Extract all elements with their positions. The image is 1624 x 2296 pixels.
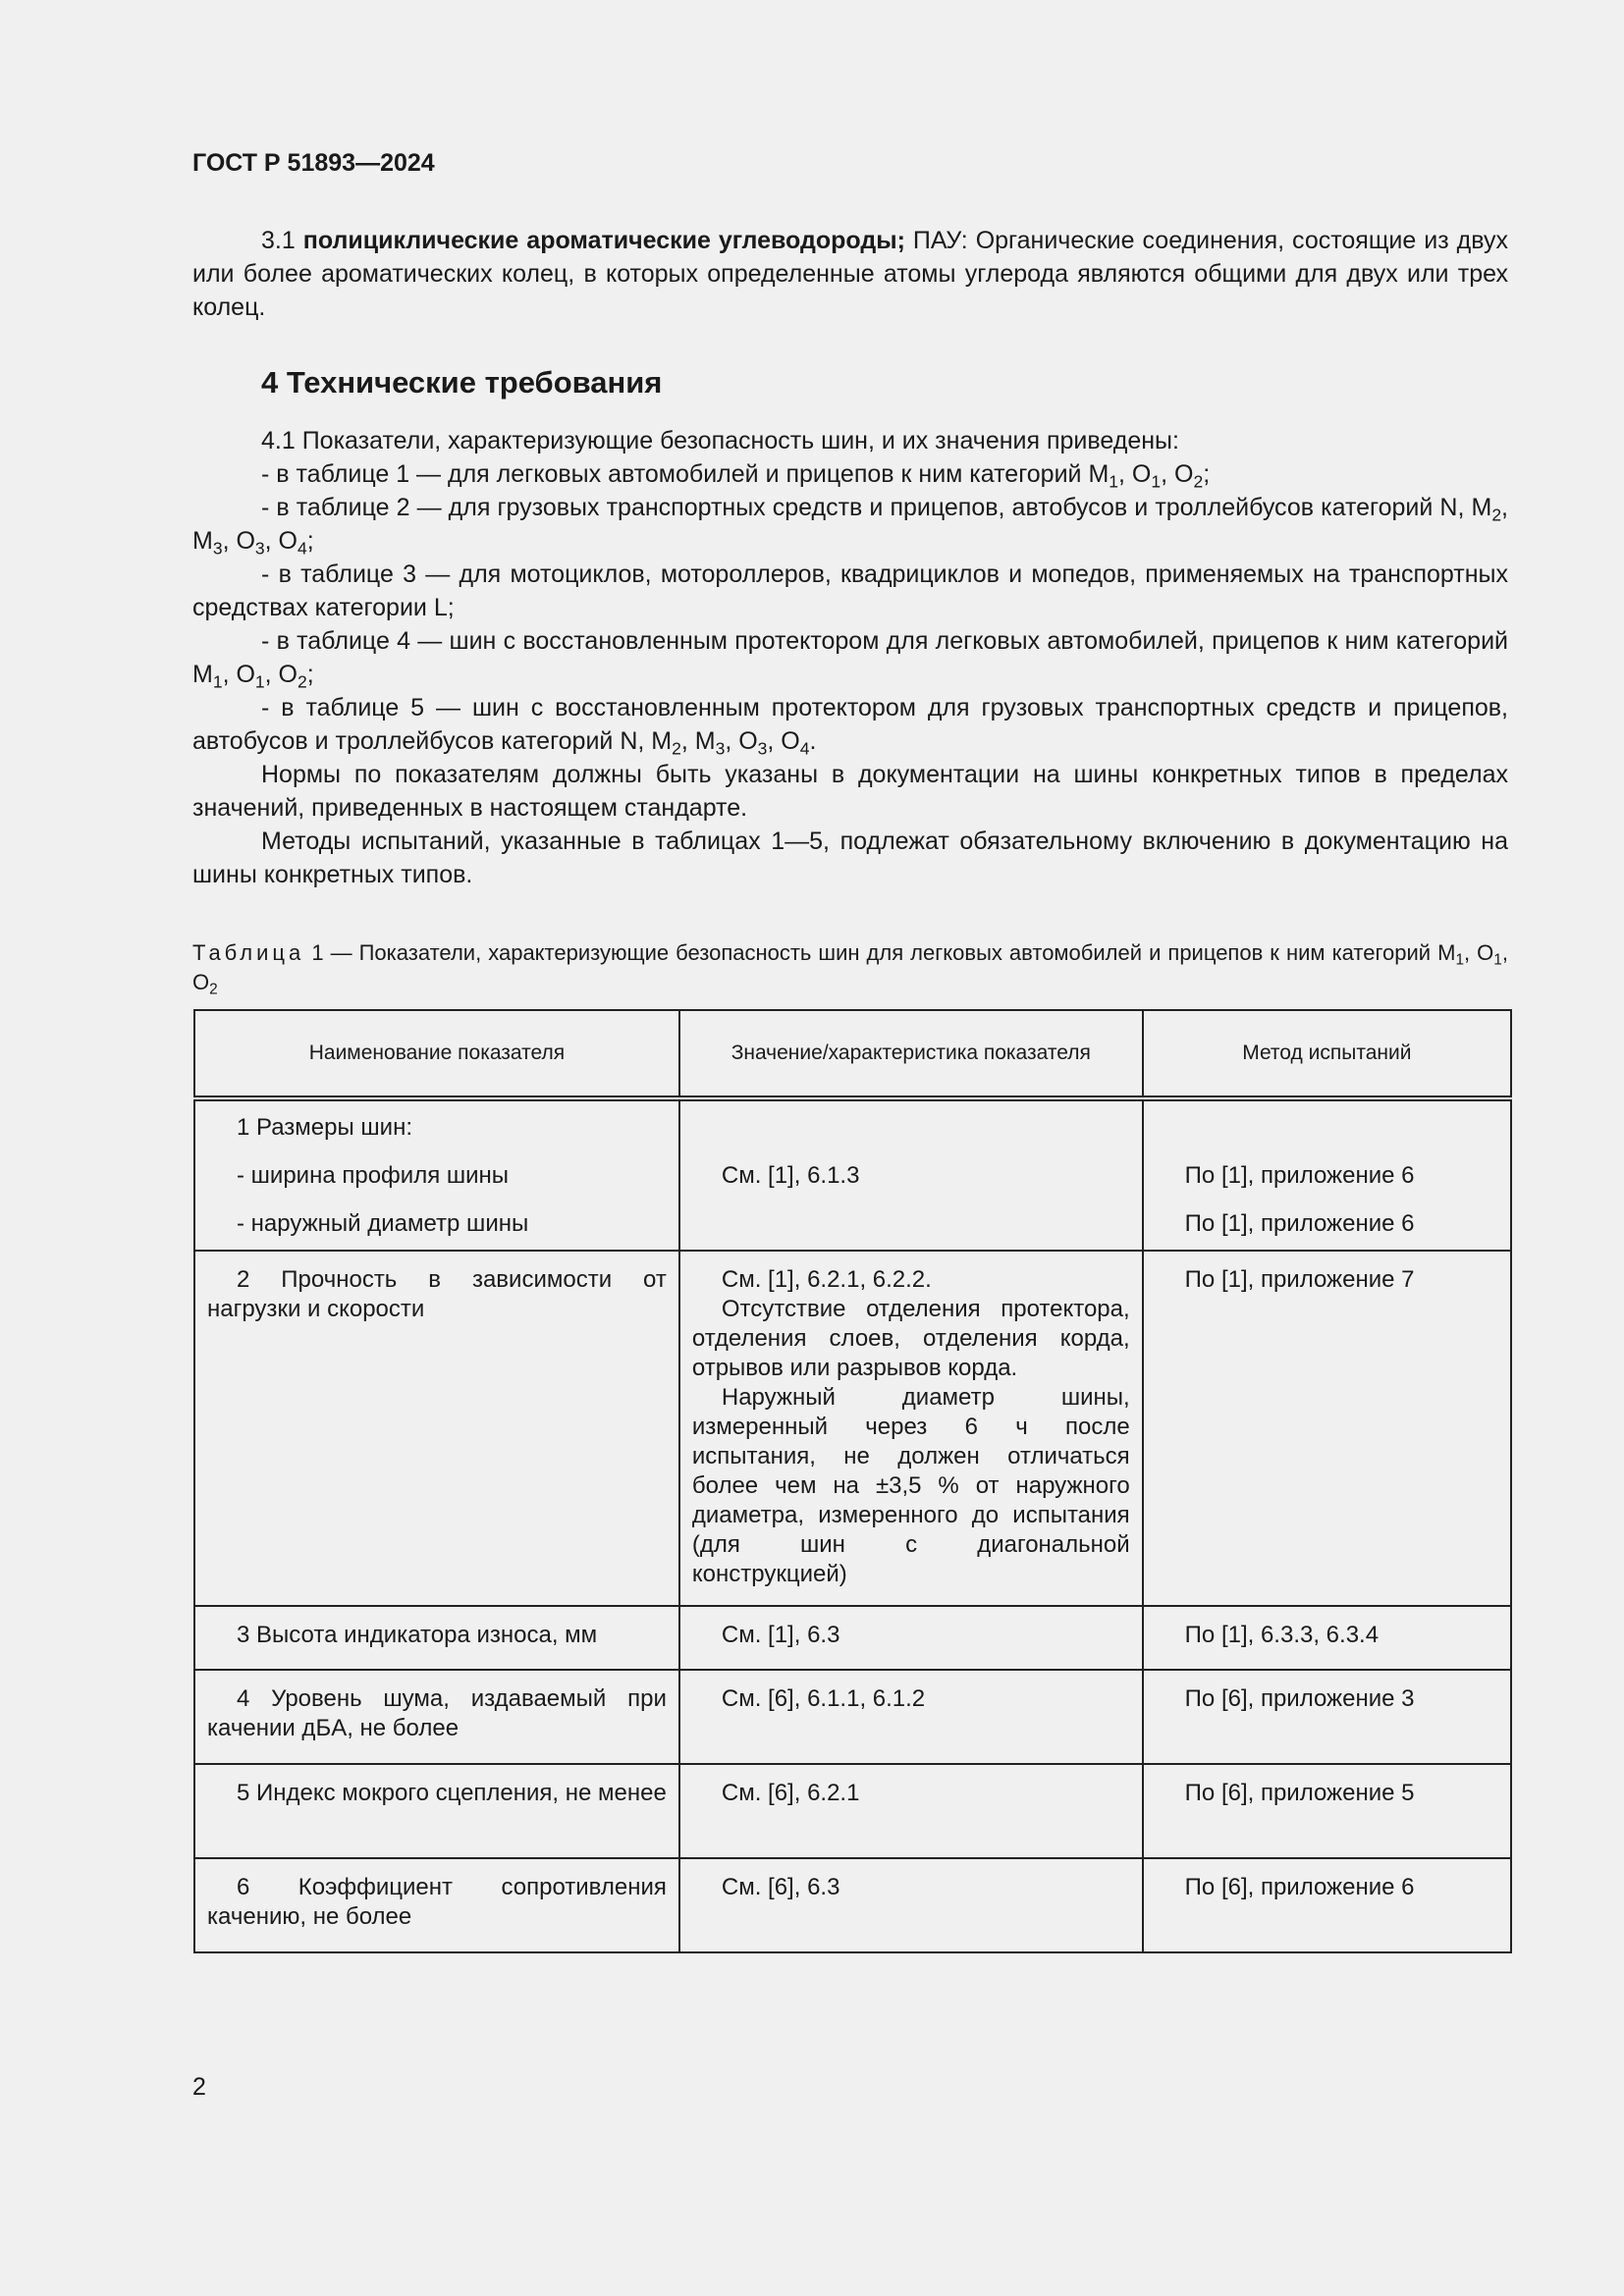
table-row — [194, 1606, 1511, 1670]
row-name: 2 Прочность в зависимости от нагрузки и скорости — [207, 1266, 667, 1322]
list-item: - в таблице 1 — для легковых автомобилей и прицепов к ним категорий $M_1$, $O_1$, $O_2$; — [261, 460, 1211, 492]
document-header: ГОСТ Р 51893—2024 — [192, 149, 435, 177]
cell-method: По [1], приложение 6 — [1184, 1210, 1415, 1237]
section-title: 4 Технические требования — [261, 365, 663, 400]
table-cell — [194, 1251, 679, 1606]
list-item: - в таблице 5 — шин с восстановленным протектором для грузовых транспортных средств и прицепов, автобусов и троллейбусов категорий N, $M_2$, $M_3$, $O_3$, $O_4$. — [192, 694, 1508, 759]
cell-value: См. [6], 6.2.1 — [721, 1780, 860, 1806]
table-cell — [194, 1858, 679, 1952]
row-name: 3 Высота индикатора износа, мм — [237, 1622, 598, 1648]
section-4-body — [192, 424, 1508, 891]
cell-value: См. [6], 6.3 — [721, 1874, 840, 1900]
table-caption-label: Таблица — [192, 940, 305, 965]
table-cell — [679, 1251, 1143, 1606]
paragraph-norms: Нормы по показателям должны быть указаны в документации на шины конкретных типов в пределах значений, приведенных в настоящем стандарте. — [192, 761, 1508, 822]
cell-value: Наружный диаметр шины, измеренный через 6 ч после испытания, не должен отличаться более чем на ±3,5 % от наружного диаметра, измеренного до испытания (для шин с диагональной конструкцией) — [691, 1384, 1130, 1587]
cell-method: По [6], приложение 5 — [1184, 1780, 1415, 1806]
row-subitem: - ширина профиля шины — [237, 1162, 510, 1189]
cell-method: По [1], приложение 7 — [1184, 1266, 1415, 1293]
table-cell — [679, 1606, 1143, 1670]
cell-value: Отсутствие отделения протектора, отделения слоев, отделения корда, отрывов или разрывов корда. — [691, 1296, 1130, 1381]
table-cell — [194, 1670, 679, 1764]
row-subitem: - наружный диаметр шины — [237, 1210, 529, 1237]
page-number: 2 — [192, 2073, 206, 2101]
table-row — [194, 1670, 1511, 1764]
table-caption: Таблица 1 — Показатели, характеризующие безопасность шин для легковых автомобилей и прицепов к ним категорий $M_1$, $O_1$, $O_2$ — [192, 940, 1508, 998]
paragraph-3-1 — [192, 224, 1508, 324]
paragraph-4-1: 4.1 Показатели, характеризующие безопасность шин, и их значения приведены: — [261, 427, 1179, 454]
cell-method: По [1], приложение 6 — [1184, 1162, 1415, 1189]
term-definition: ПАУ: Органические соединения, состоящие из двух или более ароматических колец, в которых определенные атомы углерода являются общими для двух или трех колец. — [192, 227, 1508, 321]
column-header: Наименование показателя — [194, 1010, 679, 1098]
clause-number: 3.1 — [261, 227, 296, 254]
table-cell — [1143, 1098, 1511, 1251]
table-cell — [679, 1670, 1143, 1764]
table-caption-text: 1 — Показатели, характеризующие безопасность шин для легковых автомобилей и прицепов к ним категорий — [311, 940, 1432, 965]
table-cell — [194, 1606, 679, 1670]
table-cell — [1143, 1606, 1511, 1670]
cell-method: По [6], приложение 6 — [1184, 1874, 1415, 1900]
cell-value: См. [6], 6.1.1, 6.1.2 — [721, 1685, 926, 1712]
row-title: 1 Размеры шин: — [237, 1114, 413, 1141]
row-name: 4 Уровень шума, издаваемый при качении дБA, не более — [207, 1685, 667, 1741]
table-cell — [1143, 1670, 1511, 1764]
table-cell — [1143, 1764, 1511, 1858]
table-cell — [1143, 1251, 1511, 1606]
cell-method: По [6], приложение 3 — [1184, 1685, 1415, 1712]
table-cell — [1143, 1858, 1511, 1952]
table-header-row — [194, 1010, 1511, 1098]
table-cell — [679, 1858, 1143, 1952]
cell-value: См. [1], 6.1.3 — [721, 1162, 860, 1189]
list-item: - в таблице 2 — для грузовых транспортных средств и прицепов, автобусов и троллейбусов категорий N, $M_2$, $M_3$, $O_3$, $O_4$; — [192, 494, 1508, 559]
cell-method: По [1], 6.3.3, 6.3.4 — [1184, 1622, 1380, 1648]
table-row — [194, 1251, 1511, 1606]
table-1 — [193, 1009, 1512, 1953]
table-row — [194, 1858, 1511, 1952]
table-cell — [679, 1098, 1143, 1251]
table-cell — [679, 1764, 1143, 1858]
paragraph-methods: Методы испытаний, указанные в таблицах 1—5, подлежат обязательному включению в документацию на шины конкретных типов. — [192, 828, 1508, 888]
list-item: - в таблице 3 — для мотоциклов, мотороллеров, квадрициклов и мопедов, применяемых на транспортных средствах категории L; — [192, 561, 1508, 621]
table-cell — [194, 1764, 679, 1858]
term: полициклические ароматические углеводороды; — [302, 227, 905, 254]
cell-value: См. [1], 6.3 — [721, 1622, 840, 1648]
row-name: 6 Коэффициент сопротивления качению, не более — [207, 1874, 667, 1930]
table-row — [194, 1098, 1511, 1251]
column-header: Метод испытаний — [1143, 1010, 1511, 1098]
table-cell — [194, 1098, 679, 1251]
column-header: Значение/характеристика показателя — [679, 1010, 1143, 1098]
cell-value: См. [1], 6.2.1, 6.2.2. — [721, 1266, 932, 1293]
table-row — [194, 1764, 1511, 1858]
list-item: - в таблице 4 — шин с восстановленным протектором для легковых автомобилей, прицепов к ним категорий $M_1$, $O_1$, $O_2$; — [192, 627, 1508, 692]
row-name: 5 Индекс мокрого сцепления, не менее — [237, 1780, 667, 1806]
